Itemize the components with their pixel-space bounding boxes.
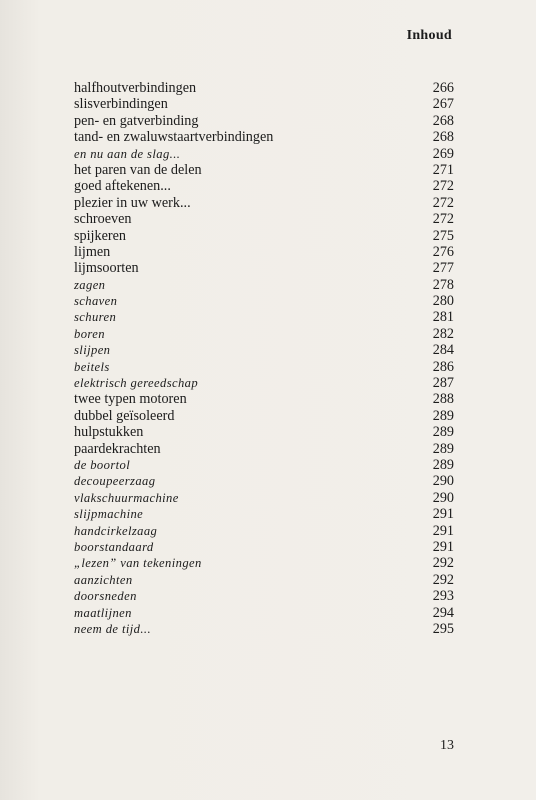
toc-entry-title: maatlijnen xyxy=(74,605,132,620)
toc-entry-title: zagen xyxy=(74,277,106,292)
toc-entry-title: lijmen xyxy=(74,243,111,260)
toc-entry-page: 291 xyxy=(432,538,454,555)
toc-entry-title: beitels xyxy=(74,359,110,374)
toc-entry-page: 272 xyxy=(432,211,454,228)
toc-entry-page: 292 xyxy=(432,555,454,572)
toc-entry-page: 287 xyxy=(432,375,454,392)
toc-entry-title: decoupeerzaag xyxy=(74,474,156,489)
toc-entry xyxy=(74,408,454,424)
toc-entry xyxy=(74,260,454,276)
toc-entry-page: 295 xyxy=(432,620,454,637)
toc-entry-title: spijkeren xyxy=(74,227,127,244)
toc-entry-page: 289 xyxy=(432,424,454,441)
toc-entry-page: 282 xyxy=(432,325,454,342)
toc-entry-title: schroeven xyxy=(74,211,132,228)
toc-entry-title: pen- en gatverbinding xyxy=(74,112,199,129)
toc-entry-title: halfhoutverbindingen xyxy=(74,80,197,96)
toc-entry-page: 289 xyxy=(432,456,454,473)
toc-entry-title: slijpen xyxy=(74,343,111,358)
toc-entry-page: 290 xyxy=(432,489,454,506)
toc-entry xyxy=(74,523,454,539)
toc-entry-title: het paren van de delen xyxy=(74,161,202,178)
toc-entry-page: 271 xyxy=(432,161,454,178)
toc-entry-page: 293 xyxy=(432,588,454,605)
toc-entry xyxy=(74,80,454,96)
toc-entry-title: „lezen” van tekeningen xyxy=(74,556,202,571)
toc-entry-title: neem de tijd... xyxy=(74,621,151,636)
toc-entry xyxy=(74,441,454,457)
toc-entry-title: aanzichten xyxy=(74,572,133,587)
toc-entry xyxy=(74,162,454,178)
toc-entry xyxy=(74,277,454,293)
toc-entry-page: 288 xyxy=(432,391,454,408)
toc-entry xyxy=(74,326,454,342)
toc-entry xyxy=(74,195,454,211)
toc-entry xyxy=(74,146,454,162)
toc-entry-title: boorstandaard xyxy=(74,539,154,554)
toc-entry xyxy=(74,605,454,621)
toc-entry-page: 294 xyxy=(432,604,454,621)
toc-entry-title: plezier in uw werk... xyxy=(74,194,191,211)
toc-entry xyxy=(74,342,454,358)
toc-entry-page: 272 xyxy=(432,194,454,211)
toc-entry-title: goed aftekenen... xyxy=(74,178,171,195)
toc-entry-page: 275 xyxy=(432,227,454,244)
toc-entry xyxy=(74,555,454,571)
toc-entry-page: 284 xyxy=(432,342,454,359)
toc-entry-title: lijmsoorten xyxy=(74,260,139,277)
toc-entry xyxy=(74,572,454,588)
toc-entry-title: slisverbindingen xyxy=(74,96,168,113)
toc-entry-page: 292 xyxy=(432,571,454,588)
toc-entry-page: 280 xyxy=(432,293,454,310)
toc-entry xyxy=(74,473,454,489)
toc-entry-title: elektrisch gereedschap xyxy=(74,376,199,391)
toc-entry-title: slijpmachine xyxy=(74,507,144,522)
table-of-contents xyxy=(74,80,454,637)
toc-entry-title: en nu aan de slag... xyxy=(74,146,181,161)
toc-entry-title: dubbel geïsoleerd xyxy=(74,407,175,424)
toc-entry-title: twee typen motoren xyxy=(74,391,187,408)
toc-entry xyxy=(74,490,454,506)
toc-entry xyxy=(74,211,454,227)
toc-entry xyxy=(74,113,454,129)
toc-entry-page: 276 xyxy=(432,243,454,260)
toc-entry-page: 286 xyxy=(432,358,454,375)
toc-entry-page: 278 xyxy=(432,276,454,293)
toc-entry xyxy=(74,375,454,391)
toc-entry xyxy=(74,506,454,522)
toc-entry-page: 289 xyxy=(432,407,454,424)
toc-entry xyxy=(74,621,454,637)
toc-entry xyxy=(74,293,454,309)
toc-entry-page: 277 xyxy=(432,260,454,277)
toc-entry-title: vlakschuurmachine xyxy=(74,490,179,505)
toc-entry xyxy=(74,228,454,244)
toc-entry-page: 291 xyxy=(432,522,454,539)
toc-entry-page: 281 xyxy=(432,309,454,326)
toc-entry xyxy=(74,129,454,145)
toc-entry-page: 267 xyxy=(432,96,454,113)
toc-entry-title: paardekrachten xyxy=(74,440,161,457)
toc-entry xyxy=(74,309,454,325)
toc-entry-title: tand- en zwaluwstaartverbindingen xyxy=(74,129,274,146)
toc-entry-page: 291 xyxy=(432,506,454,523)
toc-entry xyxy=(74,244,454,260)
toc-entry xyxy=(74,424,454,440)
toc-entry xyxy=(74,359,454,375)
toc-entry xyxy=(74,96,454,112)
toc-entry-title: doorsneden xyxy=(74,589,137,604)
toc-entry-page: 268 xyxy=(432,112,454,129)
toc-entry-title: boren xyxy=(74,326,105,341)
toc-entry-page: 268 xyxy=(432,129,454,146)
toc-entry-title: de boortol xyxy=(74,457,131,472)
page-number: 13 xyxy=(440,738,454,753)
toc-entry-page: 269 xyxy=(432,145,454,162)
toc-entry-title: hulpstukken xyxy=(74,424,144,441)
toc-entry xyxy=(74,391,454,407)
toc-entry xyxy=(74,588,454,604)
toc-entry xyxy=(74,178,454,194)
toc-entry xyxy=(74,457,454,473)
toc-entry-page: 289 xyxy=(432,440,454,457)
toc-entry-page: 266 xyxy=(432,80,454,96)
toc-entry-title: schuren xyxy=(74,310,117,325)
toc-entry-page: 290 xyxy=(432,473,454,490)
toc-entry xyxy=(74,539,454,555)
toc-entry-title: handcirkelzaag xyxy=(74,523,158,538)
toc-entry-page: 272 xyxy=(432,178,454,195)
toc-entry-title: schaven xyxy=(74,294,118,309)
page-header-title: Inhoud xyxy=(406,28,452,43)
